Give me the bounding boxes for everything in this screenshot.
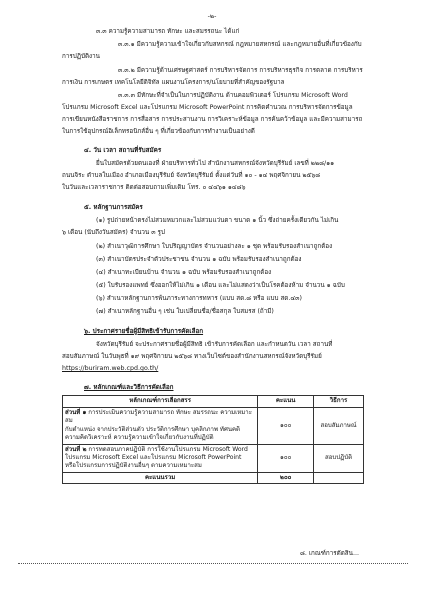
doc-item-1: (๑) รูปถ่ายหน้าตรงไม่สวมหมวกและไม่สวมแว่นตา ขนาด ๑ นิ้ว ซึ่งถ่ายครั้งเดียวกัน ไม่เกิน bbox=[96, 217, 339, 224]
qual-3-3-2: ๓.๓.๒ มีความรู้ด้านเศรษฐศาสตร์ การบริหารจัดการ การบริหารธุรกิจ การตลาด การบริหาร bbox=[118, 67, 363, 74]
section-7-heading: ๗. หลักเกณฑ์และวิธีการคัดเลือก bbox=[84, 384, 174, 391]
section-6-line-1: จังหวัดบุรีรัมย์ จะประกาศรายชื่อผู้มีสิทธิ เข้ารับการคัดเลือก และกำหนดวัน เวลา สถานที่ bbox=[96, 341, 333, 348]
criteria-cell bbox=[63, 408, 258, 445]
criteria-header-row bbox=[63, 396, 364, 408]
section-4-line-1: ยื่นใบสมัครด้วยตนเองที่ ฝ่ายบริหารทั่วไป สำนักงานสหกรณ์จังหวัดบุรีรัมย์ เลขที่ ๒๒๘/๑๑ bbox=[96, 160, 335, 167]
criteria-text: ความคิดวิเคราะห์ ความรู้ความเข้าใจเกี่ยวกับงานที่ปฏิบัติ bbox=[65, 434, 214, 442]
doc-item-5: (๕) ใบรับรองแพทย์ ซึ่งออกให้ไม่เกิน ๑ เดือน และไม่แสดงว่าเป็นโรคต้องห้าม จำนวน ๑ ฉบับ bbox=[96, 282, 345, 289]
score-cell: ๑๐๐ bbox=[258, 444, 314, 472]
criteria-table bbox=[62, 395, 364, 484]
method-cell: สอบปฏิบัติ bbox=[314, 444, 364, 472]
doc-item-2: (๒) สำเนาวุฒิการศึกษา ใบปริญญาบัตร จำนวนอย่างละ ๑ ชุด พร้อมรับรองสำเนาถูกต้อง bbox=[96, 243, 333, 250]
col-score-header: คะแนน bbox=[258, 396, 314, 408]
criteria-text: การประเมินความรู้ความสามารถ ทักษะ สมรรถนะ ความเหมาะสม bbox=[65, 409, 252, 425]
continuation-note: ๘. เกณฑ์การตัดสิน... bbox=[300, 550, 359, 557]
criteria-cell bbox=[63, 444, 258, 472]
criteria-text: หรือโปรแกรมการปฏิบัติงานอื่นๆ ตามความเหมาะสม bbox=[65, 462, 202, 470]
total-score: ๒๐๐ bbox=[258, 472, 314, 483]
qual-3-3-1: ๓.๓.๑ มีความรู้ความเข้าใจเกี่ยวกับสหกรณ์ กฎหมายสหกรณ์ และกฎหมายอื่นที่เกี่ยวข้องกับ bbox=[118, 41, 362, 48]
section-5-heading: ๕. หลักฐานการสมัคร bbox=[84, 204, 143, 211]
qual-3-3-3-cont1: โปรแกรม Microsoft Excel และโปรแกรม Microsoft PowerPoint การคิดคำนวณ การบริหารจัดการข้อมูล bbox=[62, 104, 353, 111]
table-row bbox=[63, 444, 364, 472]
part-label: ส่วนที่ ๒ bbox=[65, 445, 87, 453]
total-empty-cell bbox=[314, 472, 364, 483]
doc-item-6: (๖) สำเนาหลักฐานการพ้นภาระทางการทหาร (แบบ สด.๘ หรือ แบบ สด.๔๓) bbox=[96, 295, 302, 302]
qual-3-3-3-cont3: ในการใช้อุปกรณ์อิเล็กทรอนิกส์อื่น ๆ ที่เกี่ยวข้องกับการทำงานเป็นอย่างดี bbox=[62, 128, 255, 135]
criteria-text: โปรแกรม Microsoft Excel และโปรแกรม Microsoft PowerPoint bbox=[65, 454, 242, 462]
doc-item-1-cont: ๖ เดือน (นับถึงวันสมัคร) จำนวน ๓ รูป bbox=[62, 229, 165, 236]
section-4-heading: ๔. วัน เวลา สถานที่รับสมัคร bbox=[84, 147, 162, 154]
website-link[interactable]: https://buriram.web.cpd.go.th/ bbox=[62, 365, 159, 372]
total-label: คะแนนรวม bbox=[63, 472, 258, 483]
method-cell: สอบสัมภาษณ์ bbox=[314, 408, 364, 445]
quals-heading: ๓.๓ ความรู้ความสามารถ ทักษะ และสมรรถนะ ได้แก่ bbox=[96, 28, 240, 35]
total-row bbox=[63, 472, 364, 483]
qual-3-3-3-cont2: การเขียนหนังสือราชการ การสื่อสาร การประสานงาน การวิเคราะห์ข้อมูล การค้นคว้าข้อมูล และมีความสามารถ bbox=[62, 116, 363, 123]
qual-3-3-2-cont: การเงิน การเกษตร เทคโนโลยีดิจิทัล แผนงานโครงการ/นโยบายที่สำคัญของรัฐบาล bbox=[62, 79, 285, 86]
criteria-text: การทดสอบภาคปฏิบัติ การใช้งานโปรแกรม Microsoft Word bbox=[86, 445, 248, 453]
section-6-line-2: สอบสัมภาษณ์ ในวันพุธที่ ๑๙ พฤศจิกายน ๒๕๖๘ ทางเว็บไซต์ของสำนักงานสหกรณ์จังหวัดบุรีรัมย์ bbox=[62, 353, 322, 360]
col-method-header: วิธีการ bbox=[314, 396, 364, 408]
qual-3-3-3: ๓.๓.๓ มีทักษะที่จำเป็นในการปฏิบัติงาน ด้านคอมพิวเตอร์ โปรแกรม Microsoft Word bbox=[118, 92, 348, 99]
section-4-line-2: ถนนจิระ ตำบลในเมือง อำเภอเมืองบุรีรัมย์ จังหวัดบุรีรัมย์ ตั้งแต่วันที่ ๑๐ - ๑๔ พฤศจิกายน ๒๕๖๘ bbox=[62, 172, 321, 179]
doc-item-4: (๔) สำเนาทะเบียนบ้าน จำนวน ๑ ฉบับ พร้อมรับรองสำเนาถูกต้อง bbox=[96, 269, 272, 276]
section-4-line-3: ในวันและเวลาราชการ ติดต่อสอบถามเพิ่มเติม โทร. ๐ ๔๔๖๑ ๑๔๘๖ bbox=[62, 184, 246, 191]
score-cell: ๑๐๐ bbox=[258, 408, 314, 445]
doc-item-7: (๗) สำเนาหลักฐานอื่น ๆ เช่น ใบเปลี่ยนชื่อ/ชื่อสกุล ใบสมรส (ถ้ามี) bbox=[96, 308, 274, 315]
table-row bbox=[63, 408, 364, 445]
criteria-text: กับตำแหน่ง จากประวัติส่วนตัว ประวัติการศึกษา บุคลิกภาพ ทัศนคติ bbox=[65, 425, 241, 433]
section-6-heading: ๖. ประกาศรายชื่อผู้มีสิทธิเข้ารับการคัดเลือก bbox=[84, 328, 204, 335]
qual-3-3-1-cont: การปฏิบัติงาน bbox=[62, 53, 100, 60]
col-criteria-header: หลักเกณฑ์การเลือกสรร bbox=[63, 396, 258, 408]
doc-item-3: (๓) สำเนาบัตรประจำตัวประชาชน จำนวน ๑ ฉบับ พร้อมรับรองสำเนาถูกต้อง bbox=[96, 256, 302, 263]
page-bottom-divider bbox=[18, 563, 408, 564]
page-number: -๒- bbox=[207, 13, 217, 20]
part-label: ส่วนที่ ๑ bbox=[65, 409, 87, 416]
